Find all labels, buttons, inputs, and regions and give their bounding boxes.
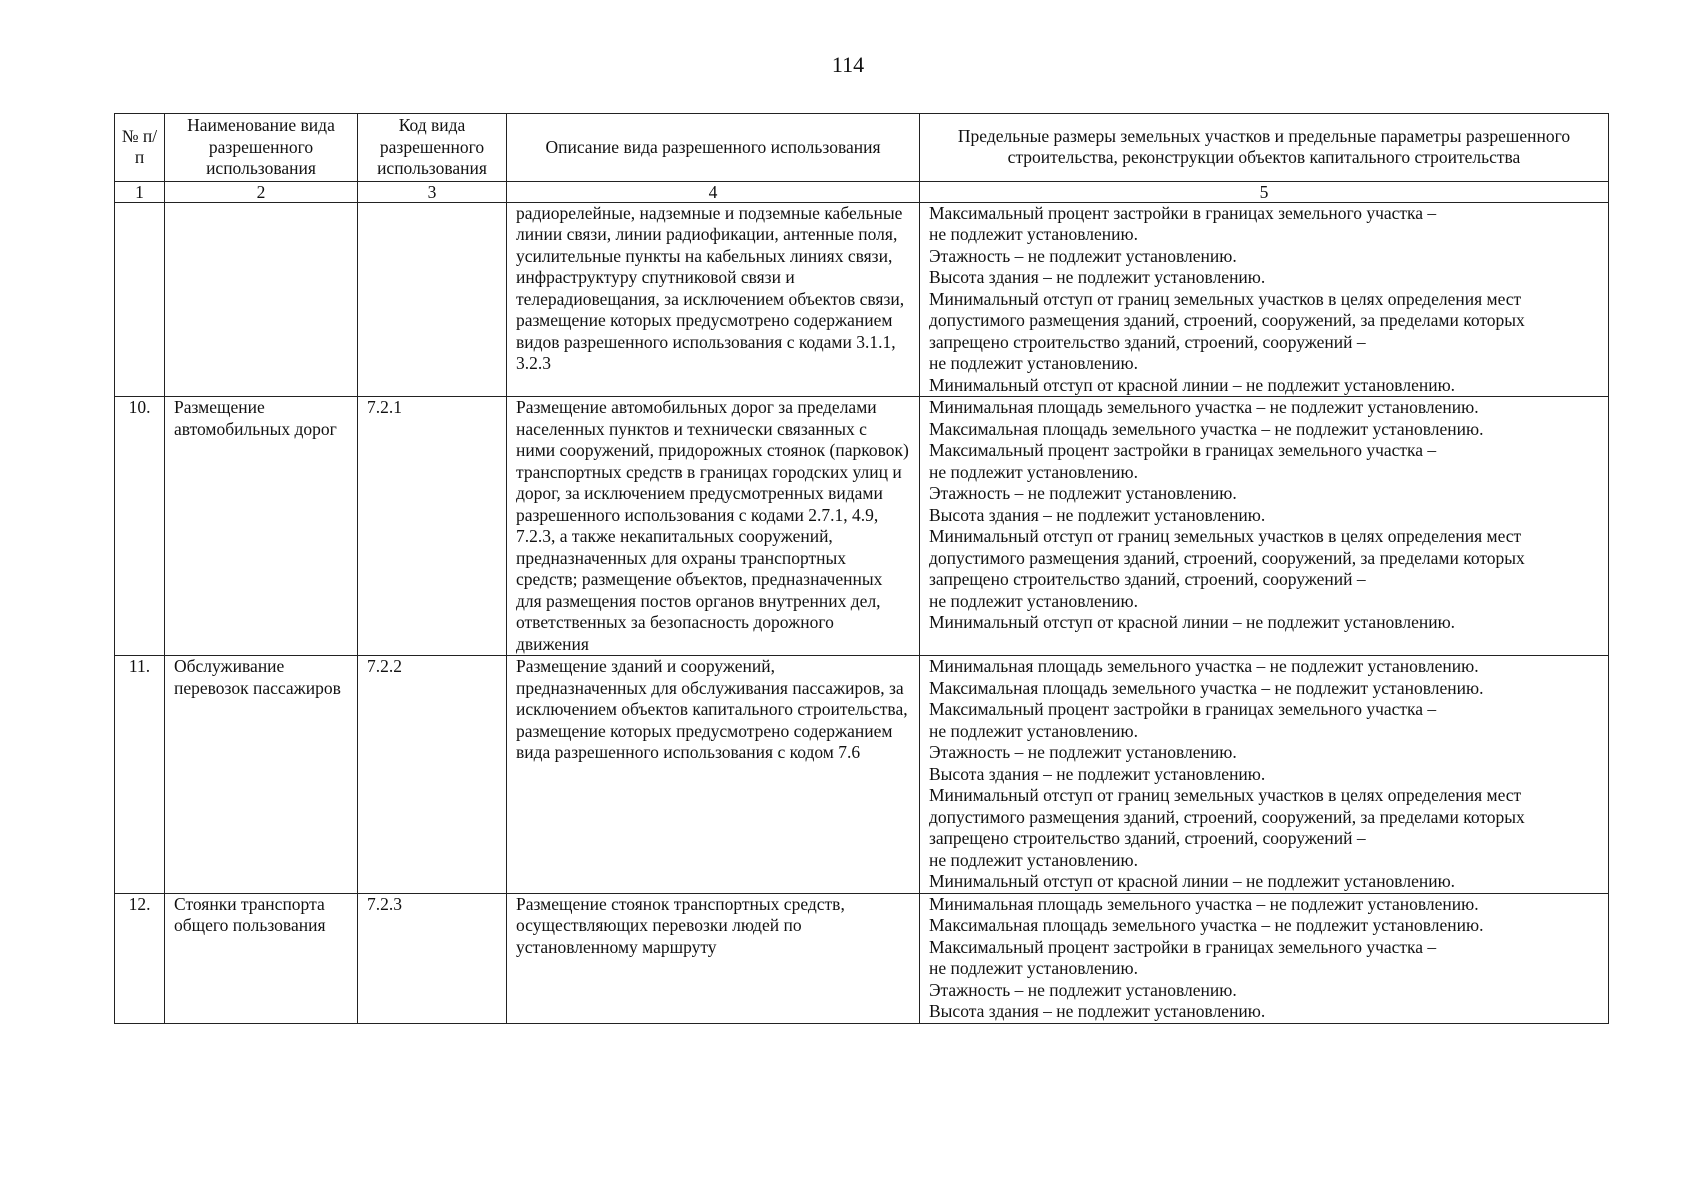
parameter-line: Минимальная площадь земельного участка – не подлежит установлению. — [929, 656, 1479, 676]
column-number: 1 — [115, 181, 165, 202]
row-number: 12. — [115, 893, 165, 1023]
row-number: 11. — [115, 656, 165, 894]
parameter-line: Максимальный процент застройки в границах земельного участка – — [929, 440, 1437, 460]
parameter-line: Максимальная площадь земельного участка – не подлежит установлению. — [929, 677, 1484, 698]
parameter-line: Максимальная площадь земельного участка – не подлежит установлению. — [929, 418, 1484, 439]
parameter-line: не подлежит установлению. — [929, 353, 1138, 373]
column-number: 2 — [165, 181, 358, 202]
header-number: № п/п — [115, 114, 165, 182]
use-code — [358, 202, 507, 397]
parameter-line: Минимальный отступ от границ земельных участков в целях определения мест допустимого размещения зданий, строений, сооружений, за пределами которых запрещено строительство зданий, строений, сооружений – — [929, 288, 1525, 352]
use-name — [165, 202, 358, 397]
limit-parameters — [920, 893, 1609, 1023]
page-number: 114 — [831, 52, 865, 77]
use-description: Размещение автомобильных дорог за пределами населенных пунктов и технически связанных с ними сооружений, придорожных стоянок (парковок) транспортных средств в границах городских улиц и дорог, за исключением предусмотренных видами разрешенного использования с кодами 2.7.1, 4.9, 7.2.3, а также некапитальных сооружений, предназначенных для охраны транспортных средств; размещение объектов, предназначенных для размещения постов органов внутренних дел, ответственных за безопасность дорожного движения — [507, 397, 920, 656]
header-limit-parameters: Предельные размеры земельных участков и предельные параметры разрешенного строительства, реконструкции объектов капитального строительства — [920, 114, 1609, 182]
header-row — [115, 114, 1609, 182]
use-code: 7.2.2 — [358, 656, 507, 894]
row-number: 10. — [115, 397, 165, 656]
column-number: 5 — [920, 181, 1609, 202]
use-description: Размещение зданий и сооружений, предназначенных для обслуживания пассажиров, за исключением объектов капитального строительства, размещение которых предусмотрено содержанием вида разрешенного использования с кодом 7.6 — [507, 656, 920, 894]
use-description: Размещение стоянок транспортных средств, осуществляющих перевозки людей по установленному маршруту — [507, 893, 920, 1023]
parameter-line: Этажность – не подлежит установлению. — [929, 245, 1237, 266]
limit-parameters — [920, 397, 1609, 656]
parameter-line: Минимальный отступ от красной линии – не подлежит установлению. — [929, 612, 1456, 632]
row-number — [115, 202, 165, 397]
parameter-line: Этажность – не подлежит установлению. — [929, 742, 1237, 762]
column-number: 3 — [358, 181, 507, 202]
parameter-line: Высота здания – не подлежит установлению. — [929, 1001, 1266, 1021]
table-row — [115, 893, 1609, 1023]
parameter-line: Минимальный отступ от границ земельных участков в целях определения мест допустимого размещения зданий, строений, сооружений, за пределами которых запрещено строительство зданий, строений, сооружений – — [929, 785, 1525, 848]
limit-parameters — [920, 656, 1609, 894]
use-code: 7.2.1 — [358, 397, 507, 656]
parameter-line: Максимальный процент застройки в границах земельного участка – — [929, 202, 1437, 223]
parameter-line: Этажность – не подлежит установлению. — [929, 979, 1237, 1000]
parameter-line: не подлежит установлению. — [929, 958, 1138, 978]
parameter-line: Высота здания – не подлежит установлению. — [929, 763, 1266, 784]
header-use-name: Наименование вида разрешенного использования — [165, 114, 358, 182]
parameter-line: Этажность – не подлежит установлению. — [929, 483, 1237, 503]
land-use-table — [114, 113, 1609, 1024]
header-use-code: Код вида разрешенного использования — [358, 114, 507, 182]
parameter-line: Минимальная площадь земельного участка – не подлежит установлению. — [929, 397, 1479, 417]
parameter-line: Минимальный отступ от границ земельных участков в целях определения мест допустимого размещения зданий, строений, сооружений, за пределами которых запрещено строительство зданий, строений, сооружений – — [929, 526, 1525, 589]
column-number-row — [115, 181, 1609, 202]
table-row — [115, 202, 1609, 397]
parameter-line: не подлежит установлению. — [929, 849, 1138, 870]
parameter-line: Максимальный процент застройки в границах земельного участка – — [929, 936, 1437, 957]
column-number: 4 — [507, 181, 920, 202]
table-row — [115, 397, 1609, 656]
parameter-line: не подлежит установлению. — [929, 461, 1138, 482]
parameter-line: Минимальная площадь земельного участка – не подлежит установлению. — [929, 893, 1479, 914]
parameter-line: Минимальный отступ от красной линии – не подлежит установлению. — [929, 374, 1456, 395]
use-name: Размещение автомобильных дорог — [165, 397, 358, 656]
parameter-line: Максимальный процент застройки в границах земельного участка – — [929, 699, 1437, 719]
limit-parameters — [920, 202, 1609, 397]
parameter-line: Минимальный отступ от красной линии – не подлежит установлению. — [929, 871, 1456, 891]
use-name: Стоянки транспорта общего пользования — [165, 893, 358, 1023]
use-code: 7.2.3 — [358, 893, 507, 1023]
parameter-line: Высота здания – не подлежит установлению. — [929, 504, 1266, 525]
parameter-line: Максимальная площадь земельного участка – не подлежит установлению. — [929, 915, 1484, 935]
parameter-line: не подлежит установлению. — [929, 224, 1138, 244]
parameter-line: не подлежит установлению. — [929, 720, 1138, 741]
use-description: радиорелейные, надземные и подземные кабельные линии связи, линии радиофикации, антенные поля, усилительные пункты на кабельных линиях связи, инфраструктуру спутниковой связи и телерадиовещания, за исключением объектов связи, размещение которых предусмотрено содержанием видов разрешенного использования с кодами 3.1.1, 3.2.3 — [507, 202, 920, 397]
parameter-line: Высота здания – не подлежит установлению. — [929, 267, 1266, 287]
table-row — [115, 656, 1609, 894]
parameter-line: не подлежит установлению. — [929, 590, 1138, 611]
header-use-description: Описание вида разрешенного использования — [507, 114, 920, 182]
use-name: Обслуживание перевозок пассажиров — [165, 656, 358, 894]
